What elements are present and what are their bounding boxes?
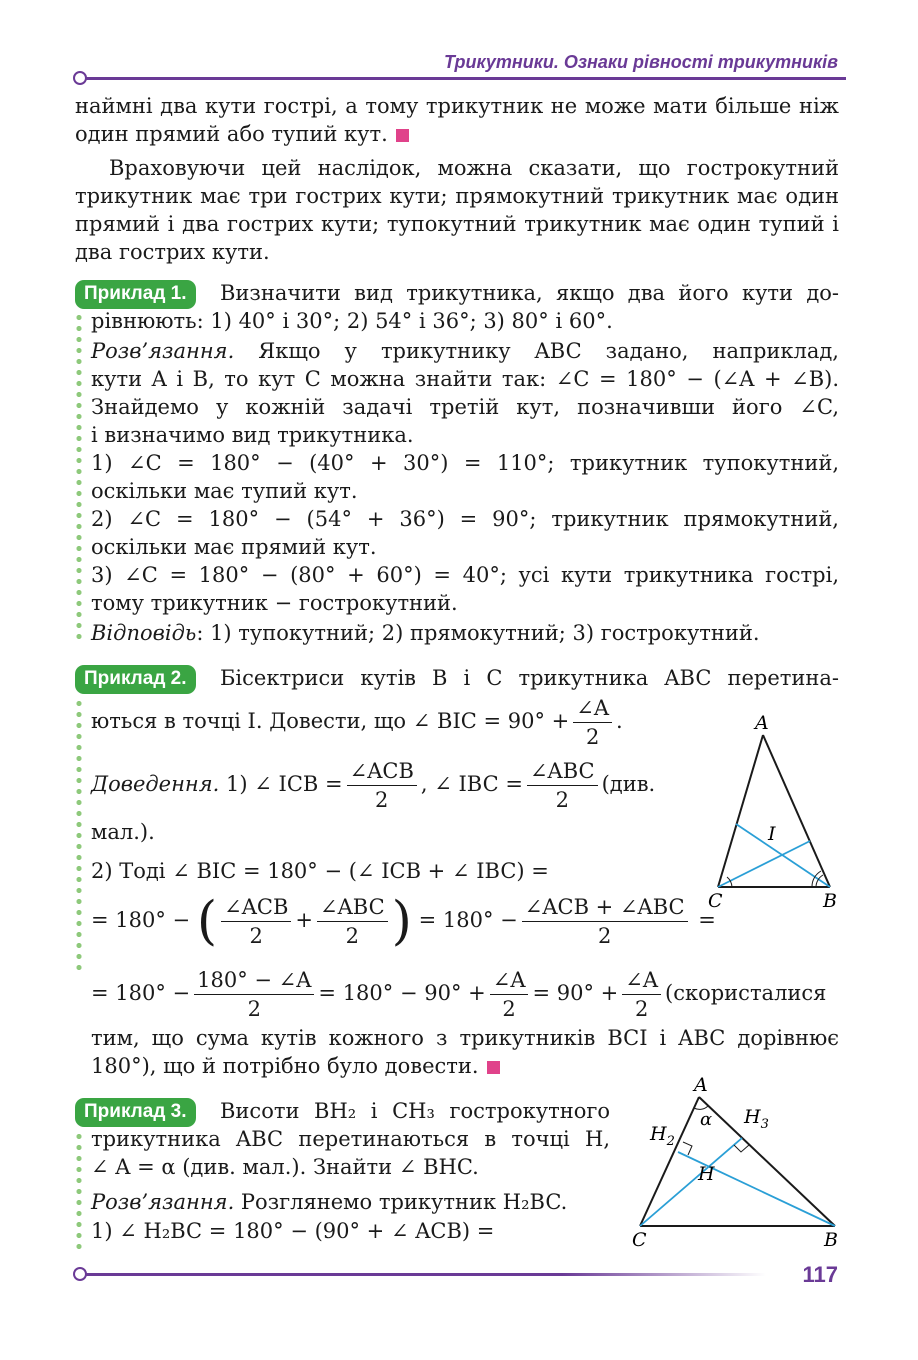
example-2-conclusion-line-2: 180°), що й потрібно було довести. <box>91 1052 500 1080</box>
example-2-proof-line-1: Доведення. 1) ∠ ICB = $\frac{\text{∠ACB}}{2}$ , ∠ IBC = $\frac{\text{∠ABC}}{2}$ (див. <box>91 759 656 812</box>
altitude-ch3 <box>640 1138 742 1226</box>
example-1-step-2-line-2: оскільки має прямий кут. <box>91 535 377 559</box>
example-2-task-line-1: Бісектриси кутів B і C трикутника ABC перетина- <box>220 666 839 690</box>
example-1-solution-line-2: кути A і B, то кут C можна знайти так: ∠C = 180° − (∠A + ∠B). <box>91 367 839 391</box>
point-label-i: I <box>768 823 776 845</box>
vertex-label-a: A <box>694 1074 708 1096</box>
intro-paragraph-1: наймні два кути гострі, а тому трикутник не може мати більше ніж один прямий або тупий кут. <box>75 94 839 146</box>
example-2-badge: Приклад 2. <box>75 665 196 694</box>
point-label-h: H <box>698 1163 715 1185</box>
page-number: 117 <box>802 1262 838 1287</box>
example-2-conclusion-line-1: тим, що сума кутів кожного з трикутників BCI і ABC дорівнює <box>91 1026 839 1050</box>
example-1-step-3-line-1: 3) ∠C = 180° − (80° + 60°) = 40°; усі кути трикутника гострі, <box>91 563 839 587</box>
intro-paragraph-2: Враховуючи цей наслідок, можна сказати, що гострокутний трикутник має три гострих кути; прямокутний трикутник має один прямий і два гострих кути; тупокутний трикутник має один тупий і два гострих кути. <box>75 156 839 264</box>
example-1-step-1-line-1: 1) ∠C = 180° − (40° + 30°) = 110°; трикутник тупокутний, <box>91 451 839 475</box>
vertex-label-b: B <box>824 1229 838 1251</box>
right-angle-mark-h3 <box>734 1145 749 1152</box>
example-1-answer: Відповідь: 1) тупокутний; 2) прямокутний; 3) гострокутний. <box>91 621 760 645</box>
example-1-task-line-2: рівнюють: 1) 40° і 30°; 2) 54° і 36°; 3) 80° і 60°. <box>91 309 613 333</box>
vertex-label-c: C <box>708 890 723 912</box>
example-3-badge: Приклад 3. <box>75 1098 196 1127</box>
example-1-dots <box>76 312 82 642</box>
example-2-equation-line-2: = 180° − $\frac{180^\circ - \angle A}{2}$ = 180° − 90° + $\frac{\angle A}{2}$ = 90° + $\frac{\angle A}{2}$ (скористалися <box>91 968 827 1021</box>
example-1-solution-line-3: Знайдемо у кожній задачі третій кут, позначивши його ∠C, <box>91 395 839 419</box>
point-label-h2: $H_2$ <box>650 1123 675 1149</box>
end-of-proof-marker <box>487 1061 500 1074</box>
bottom-rule <box>86 1273 766 1276</box>
figure-triangle-altitudes <box>628 1070 848 1255</box>
example-1-badge: Приклад 1. <box>75 280 196 309</box>
running-header: Трикутники. Ознаки рівності трикутників <box>443 52 838 72</box>
vertex-label-b: B <box>823 890 837 912</box>
bottom-rule-circle <box>73 1267 87 1281</box>
example-2-dots <box>76 698 82 974</box>
example-3-task-line-2: трикутника ABC перетинаються в точці H, <box>91 1127 610 1151</box>
example-3-step-1: 1) ∠ H₂BC = 180° − (90° + ∠ ACB) = <box>91 1219 495 1243</box>
top-rule-circle <box>73 71 87 85</box>
end-of-proof-marker <box>396 129 409 142</box>
example-3-solution-line: Розв’язання. Розглянемо трикутник H₂BC. <box>91 1190 568 1214</box>
side-ac <box>718 735 763 887</box>
example-1-task-line-1: Визначити вид трикутника, якщо два його кути до- <box>220 281 839 305</box>
side-ac <box>640 1097 699 1226</box>
example-3-task-line-1: Висоти BH₂ і CH₃ гострокутного <box>220 1099 610 1123</box>
example-1-step-3-line-2: тому трикутник − гострокутний. <box>91 591 458 615</box>
example-1-solution-line-1: Розв’язання. Якщо у трикутнику ABC задано, наприклад, <box>91 339 839 363</box>
example-2-proof-line-2: мал.). <box>91 820 155 844</box>
vertex-label-c: C <box>632 1229 647 1251</box>
example-3-task-line-3: ∠ A = α (див. мал.). Знайти ∠ BHC. <box>91 1155 479 1179</box>
example-1-solution-line-4: і визначимо вид трикутника. <box>91 423 414 447</box>
figure-triangle-bisectors <box>700 705 850 915</box>
example-3-dots <box>76 1131 82 1249</box>
example-1-step-2-line-1: 2) ∠C = 180° − (54° + 36°) = 90°; трикутник прямокутний, <box>91 507 839 531</box>
right-angle-mark-h2 <box>683 1142 692 1155</box>
example-2-step-2: 2) Тоді ∠ BIC = 180° − (∠ ICB + ∠ IBC) = <box>91 859 549 883</box>
top-rule <box>86 77 846 80</box>
point-label-h3: $H_3$ <box>744 1106 769 1132</box>
vertex-label-a: A <box>755 712 769 734</box>
example-2-equation-line-1: = 180° − ( $\frac{\text{∠ACB}}{2}$ + $\frac{\text{∠ABC}}{2}$ ) = 180° − $\frac{\text{∠ACB + ∠ABC}}{2}$ = <box>91 891 716 952</box>
example-2-task-line-2: ються в точці I. Довести, що ∠ BIC = 90° + $\frac{\angle A}{2}$ . <box>91 696 623 749</box>
example-1-step-1-line-2: оскільки має тупий кут. <box>91 479 358 503</box>
angle-label-alpha: α <box>700 1109 713 1130</box>
